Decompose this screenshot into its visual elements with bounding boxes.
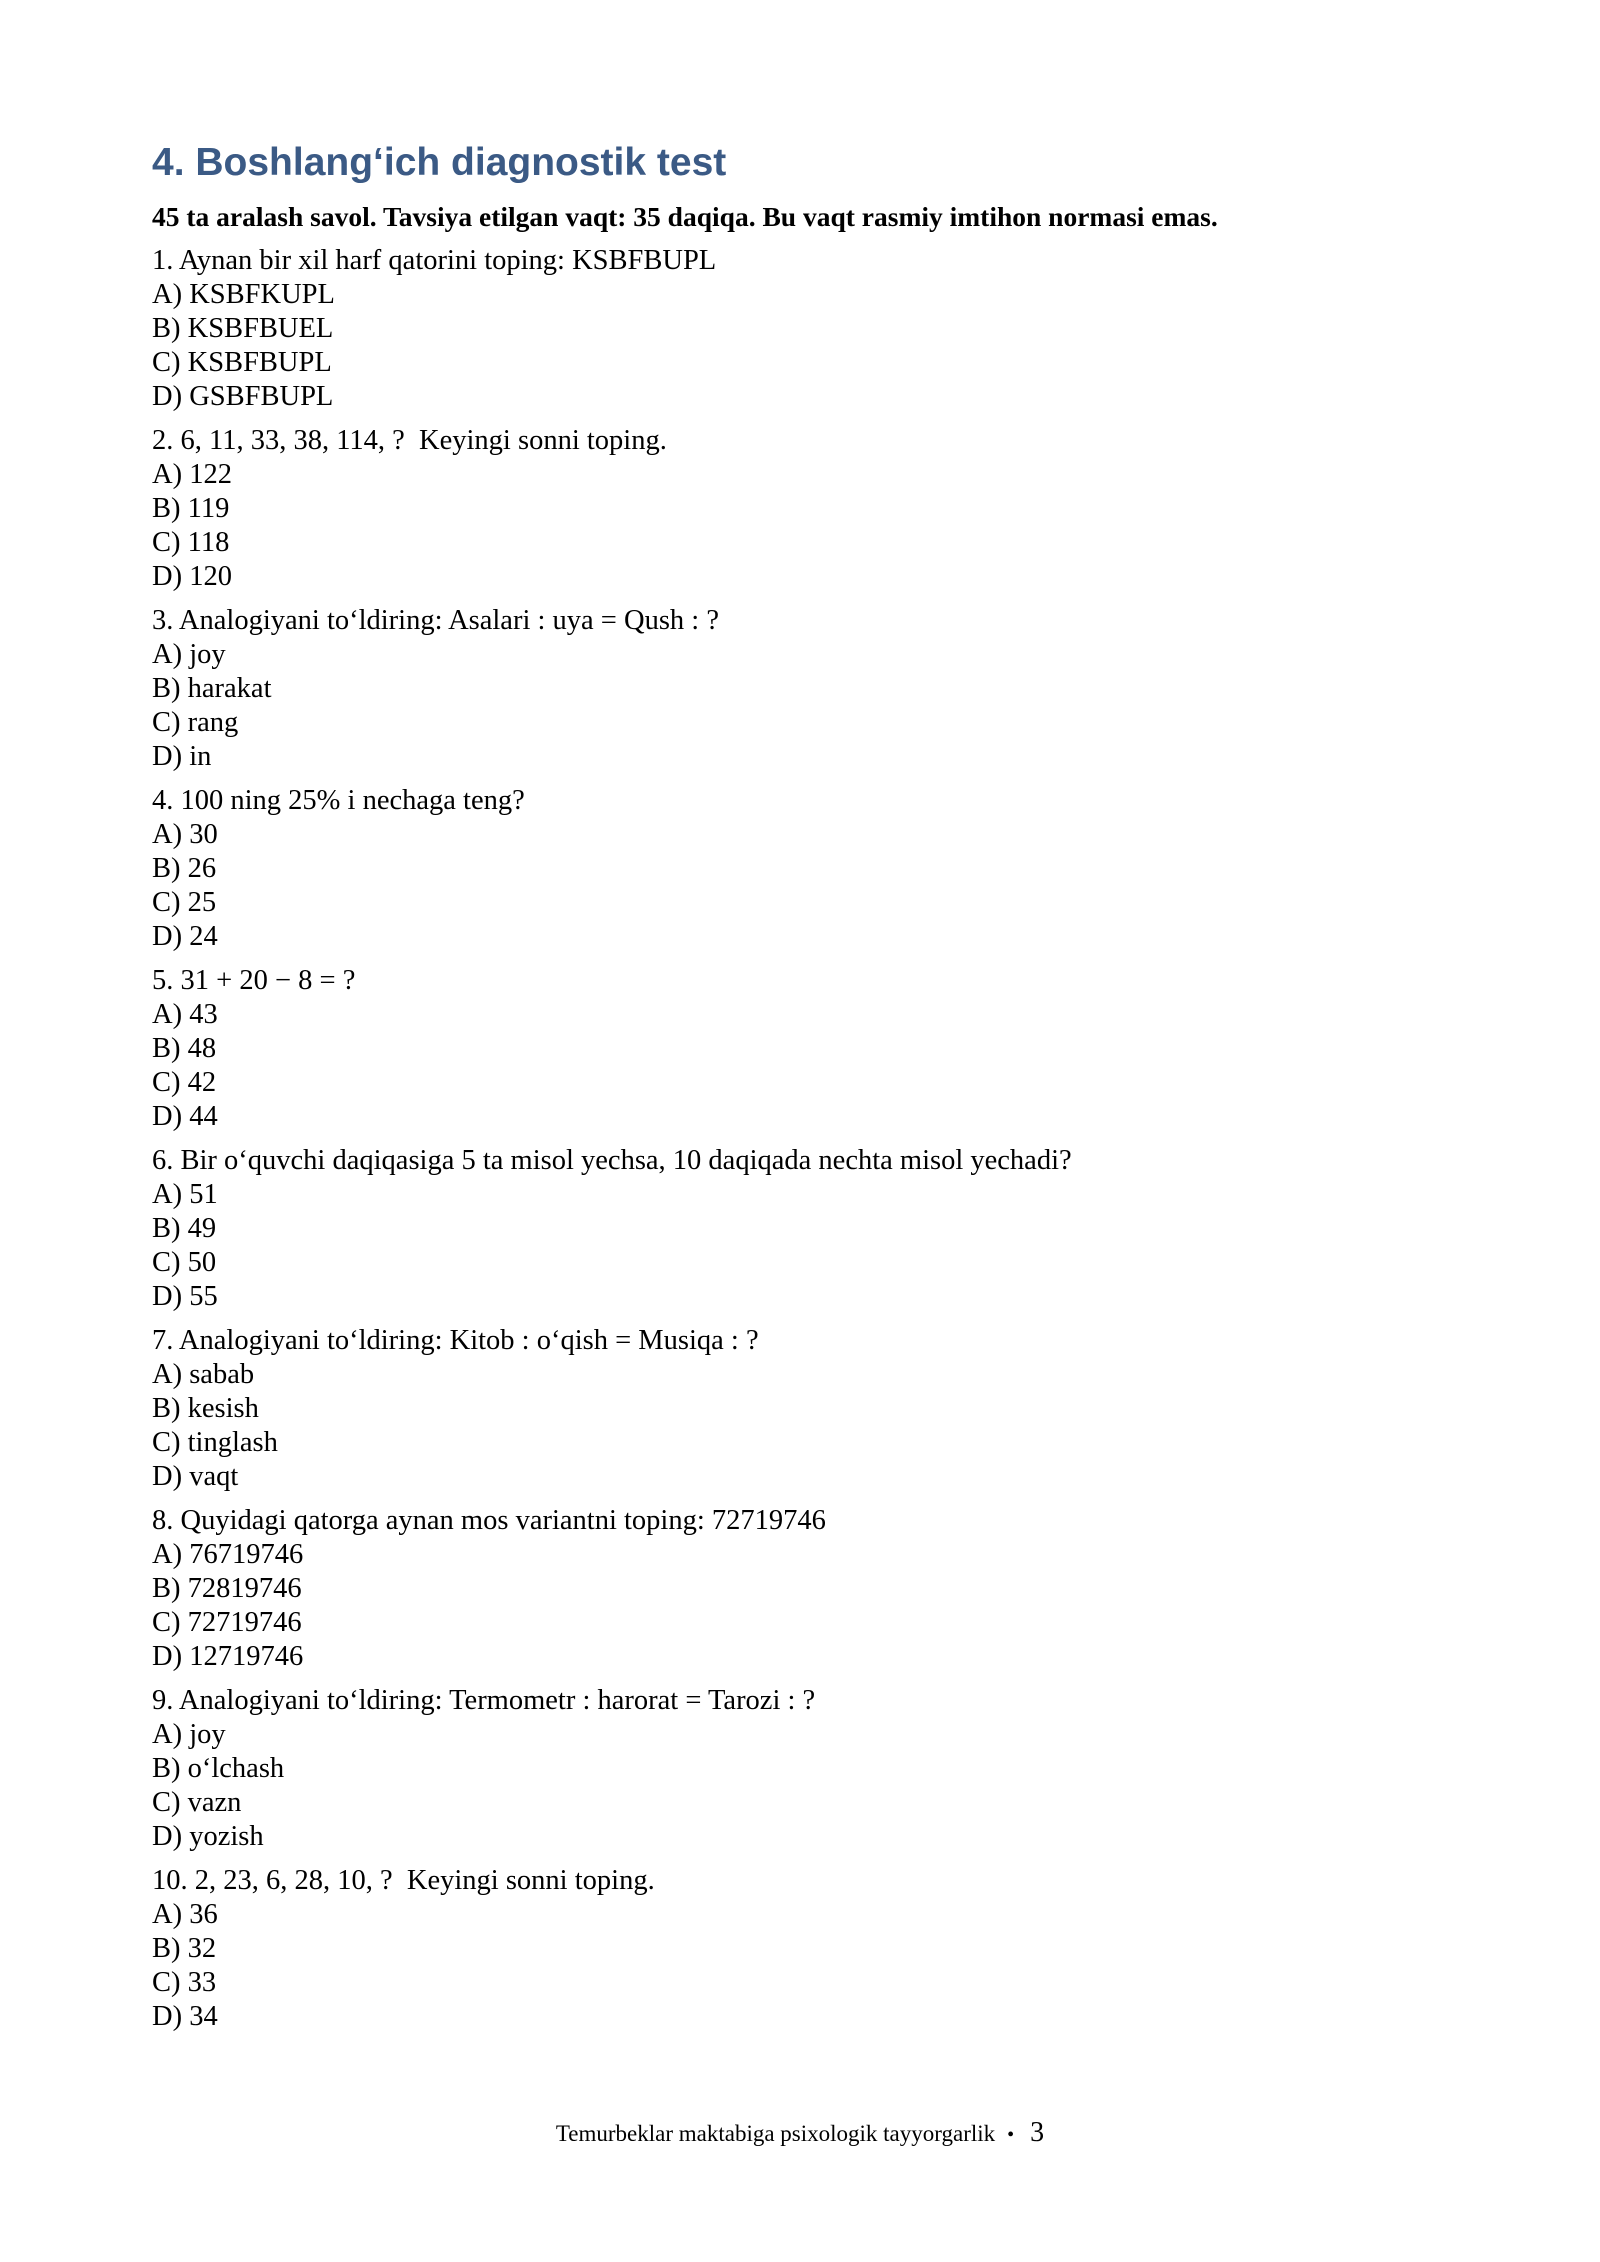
answer-option: A) joy [152, 1719, 226, 1750]
answer-option: C) vazn [152, 1787, 242, 1818]
answer-option: A) 43 [152, 999, 218, 1030]
answer-option: B) KSBFBUEL [152, 313, 334, 344]
answer-option: C) 72719746 [152, 1607, 302, 1638]
question-block [152, 244, 1448, 414]
page-number: 3 [1030, 2117, 1045, 2148]
question-text: 9. Analogiyani to‘ldiring: Termometr : harorat = Tarozi : ? [152, 1685, 816, 1716]
question-block [152, 1504, 1448, 1674]
page-footer [0, 2118, 1600, 2150]
footer-title: Temurbeklar maktabiga psixologik tayyorgarlik [555, 2121, 996, 2146]
page-content [152, 140, 1448, 2044]
question-text: 10. 2, 23, 6, 28, 10, ? Keyingi sonni toping. [152, 1865, 655, 1896]
question-text: 2. 6, 11, 33, 38, 114, ? Keyingi sonni toping. [152, 425, 667, 456]
answer-option: D) yozish [152, 1821, 264, 1852]
footer-separator: • [1007, 2124, 1015, 2146]
question-block [152, 964, 1448, 1134]
question-text: 4. 100 ning 25% i nechaga teng? [152, 785, 525, 816]
question-text: 5. 31 + 20 − 8 = ? [152, 965, 356, 996]
answer-option: D) vaqt [152, 1461, 239, 1492]
question-text: 6. Bir o‘quvchi daqiqasiga 5 ta misol yechsa, 10 daqiqada nechta misol yechadi? [152, 1145, 1072, 1176]
question-block [152, 1864, 1448, 2034]
answer-option: B) harakat [152, 673, 272, 704]
answer-option: C) 118 [152, 527, 230, 558]
question-block [152, 784, 1448, 954]
answer-option: A) 122 [152, 459, 232, 490]
answer-option: C) rang [152, 707, 239, 738]
answer-option: C) KSBFBUPL [152, 347, 332, 378]
answer-option: D) GSBFBUPL [152, 381, 334, 412]
answer-option: D) 12719746 [152, 1641, 304, 1672]
answer-option: A) 30 [152, 819, 218, 850]
answer-option: D) 24 [152, 921, 218, 952]
answer-option: A) KSBFKUPL [152, 279, 335, 310]
answer-option: B) o‘lchash [152, 1753, 285, 1784]
question-block [152, 1684, 1448, 1854]
answer-option: A) 51 [152, 1179, 218, 1210]
question-block [152, 604, 1448, 774]
answer-option: A) 76719746 [152, 1539, 304, 1570]
question-text: 8. Quyidagi qatorga aynan mos variantni toping: 72719746 [152, 1505, 826, 1536]
answer-option: B) 72819746 [152, 1573, 302, 1604]
answer-option: B) 119 [152, 493, 230, 524]
answer-option: C) 42 [152, 1067, 217, 1098]
answer-option: D) 120 [152, 561, 232, 592]
question-list [152, 244, 1448, 2034]
answer-option: C) 33 [152, 1967, 217, 1998]
section-heading: 4. Boshlang‘ich diagnostik test [152, 141, 727, 184]
question-block [152, 424, 1448, 594]
question-block [152, 1324, 1448, 1494]
answer-option: B) 26 [152, 853, 217, 884]
answer-option: B) 48 [152, 1033, 217, 1064]
answer-option: B) 32 [152, 1933, 217, 1964]
answer-option: A) joy [152, 639, 226, 670]
answer-option: A) 36 [152, 1899, 218, 1930]
answer-option: D) in [152, 741, 212, 772]
question-text: 3. Analogiyani to‘ldiring: Asalari : uya = Qush : ? [152, 605, 719, 636]
answer-option: B) kesish [152, 1393, 259, 1424]
answer-option: A) sabab [152, 1359, 255, 1390]
answer-option: D) 34 [152, 2001, 218, 2032]
answer-option: D) 55 [152, 1281, 218, 1312]
answer-option: B) 49 [152, 1213, 217, 1244]
section-intro: 45 ta aralash savol. Tavsiya etilgan vaqt: 35 daqiqa. Bu vaqt rasmiy imtihon normasi emas. [152, 201, 1218, 232]
answer-option: C) tinglash [152, 1427, 278, 1458]
question-text: 7. Analogiyani to‘ldiring: Kitob : o‘qish = Musiqa : ? [152, 1325, 759, 1356]
question-block [152, 1144, 1448, 1314]
answer-option: C) 25 [152, 887, 217, 918]
question-text: 1. Aynan bir xil harf qatorini toping: KSBFBUPL [152, 245, 717, 276]
answer-option: C) 50 [152, 1247, 217, 1278]
answer-option: D) 44 [152, 1101, 218, 1132]
